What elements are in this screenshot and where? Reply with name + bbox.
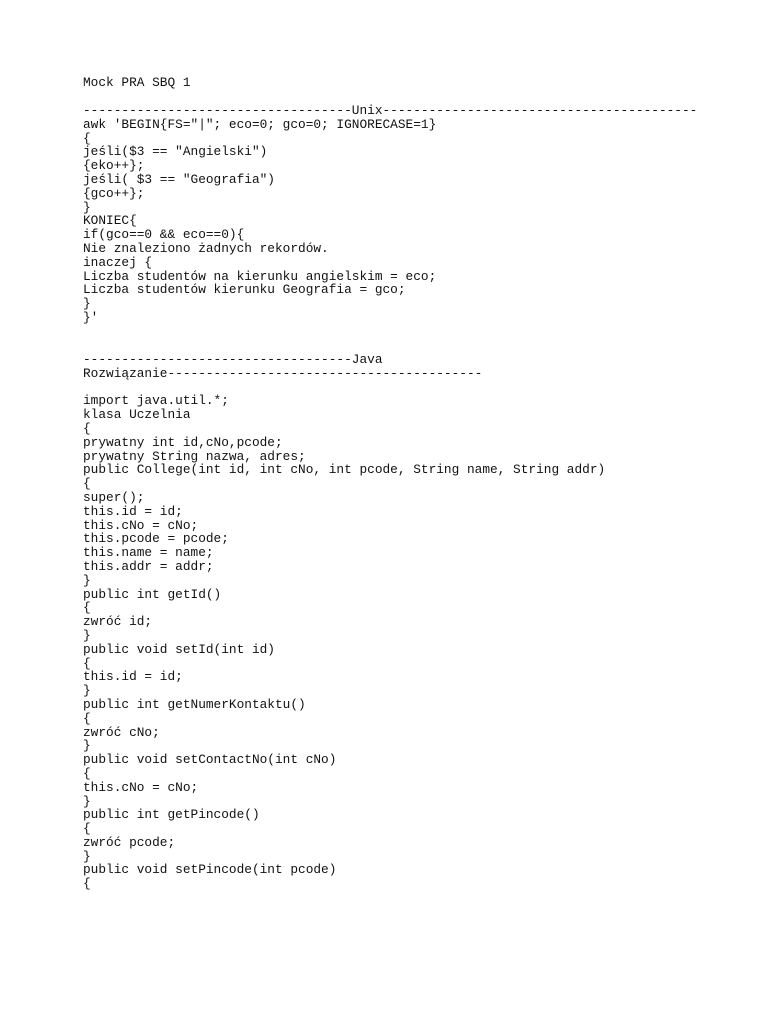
code-line: this.name = name; [83, 545, 214, 561]
code-line: { [83, 476, 91, 492]
unix-code-section [83, 104, 697, 325]
code-line: } [83, 627, 91, 643]
code-line: KONIEC{ [83, 213, 137, 229]
code-line: import java.util.*; [83, 393, 229, 409]
code-line: { [83, 821, 91, 837]
code-line: this.cNo = cNo; [83, 779, 199, 795]
code-line: this.pcode = pcode; [83, 531, 229, 547]
code-line: public int getId() [83, 586, 222, 602]
code-line: Rozwiązanie----------------------------------------- [83, 365, 483, 381]
code-line: } [83, 738, 91, 754]
code-line: public void setId(int id) [83, 641, 275, 657]
code-line: jeśli( $3 == "Geografia") [83, 171, 275, 187]
code-line: this.addr = addr; [83, 558, 214, 574]
code-line: inaczej { [83, 254, 153, 270]
code-line: jeśli($3 == "Angielski") [83, 144, 268, 160]
code-line: klasa Uczelnia [83, 407, 191, 423]
code-line: { [83, 600, 91, 616]
code-line: zwróć pcode; [83, 834, 176, 850]
code-line [83, 381, 605, 395]
java-code-section [83, 353, 605, 891]
code-line: } [83, 683, 91, 699]
code-line: zwróć id; [83, 614, 153, 630]
code-line: -----------------------------------Java [83, 352, 383, 367]
code-line: { [83, 876, 91, 892]
code-line: { [83, 420, 91, 436]
code-line: } [83, 296, 91, 312]
code-line: awk 'BEGIN{FS="|"; eco=0; gco=0; IGNORECASE=1} [83, 116, 437, 132]
document-title: Mock PRA SBQ 1 [83, 75, 191, 90]
code-line: { [83, 710, 91, 726]
code-line: } [83, 793, 91, 809]
code-line: } [83, 572, 91, 588]
code-line: Liczba studentów na kierunku angielskim = eco; [83, 268, 437, 284]
code-line: prywatny int id,cNo,pcode; [83, 434, 283, 450]
code-line: { [83, 765, 91, 781]
code-line: this.cNo = cNo; [83, 517, 199, 533]
code-line: super(); [83, 489, 145, 505]
code-line: }' [83, 309, 99, 325]
code-line: { [83, 655, 91, 671]
code-line: prywatny String nazwa, adres; [83, 448, 306, 464]
code-line: public College(int id, int cNo, int pcode, String name, String addr) [83, 462, 606, 478]
code-line: public int getNumerKontaktu() [83, 696, 306, 712]
code-line: public void setContactNo(int cNo) [83, 752, 337, 768]
code-line: {eko++}; [83, 158, 145, 174]
code-line: this.id = id; [83, 669, 183, 685]
code-line: Nie znaleziono żadnych rekordów. [83, 240, 329, 256]
code-line: Liczba studentów kierunku Geografia = gco; [83, 282, 406, 298]
code-line: { [83, 130, 91, 146]
code-line: } [83, 199, 91, 215]
code-line: -----------------------------------Unix----------------------------------------- [83, 103, 698, 118]
code-line: zwróć cNo; [83, 724, 160, 740]
code-line: this.id = id; [83, 503, 183, 519]
code-line: public int getPincode() [83, 807, 260, 823]
code-line: public void setPincode(int pcode) [83, 862, 337, 878]
code-line: if(gco==0 && eco==0){ [83, 227, 245, 243]
code-line: {gco++}; [83, 185, 145, 201]
code-line: } [83, 848, 91, 864]
